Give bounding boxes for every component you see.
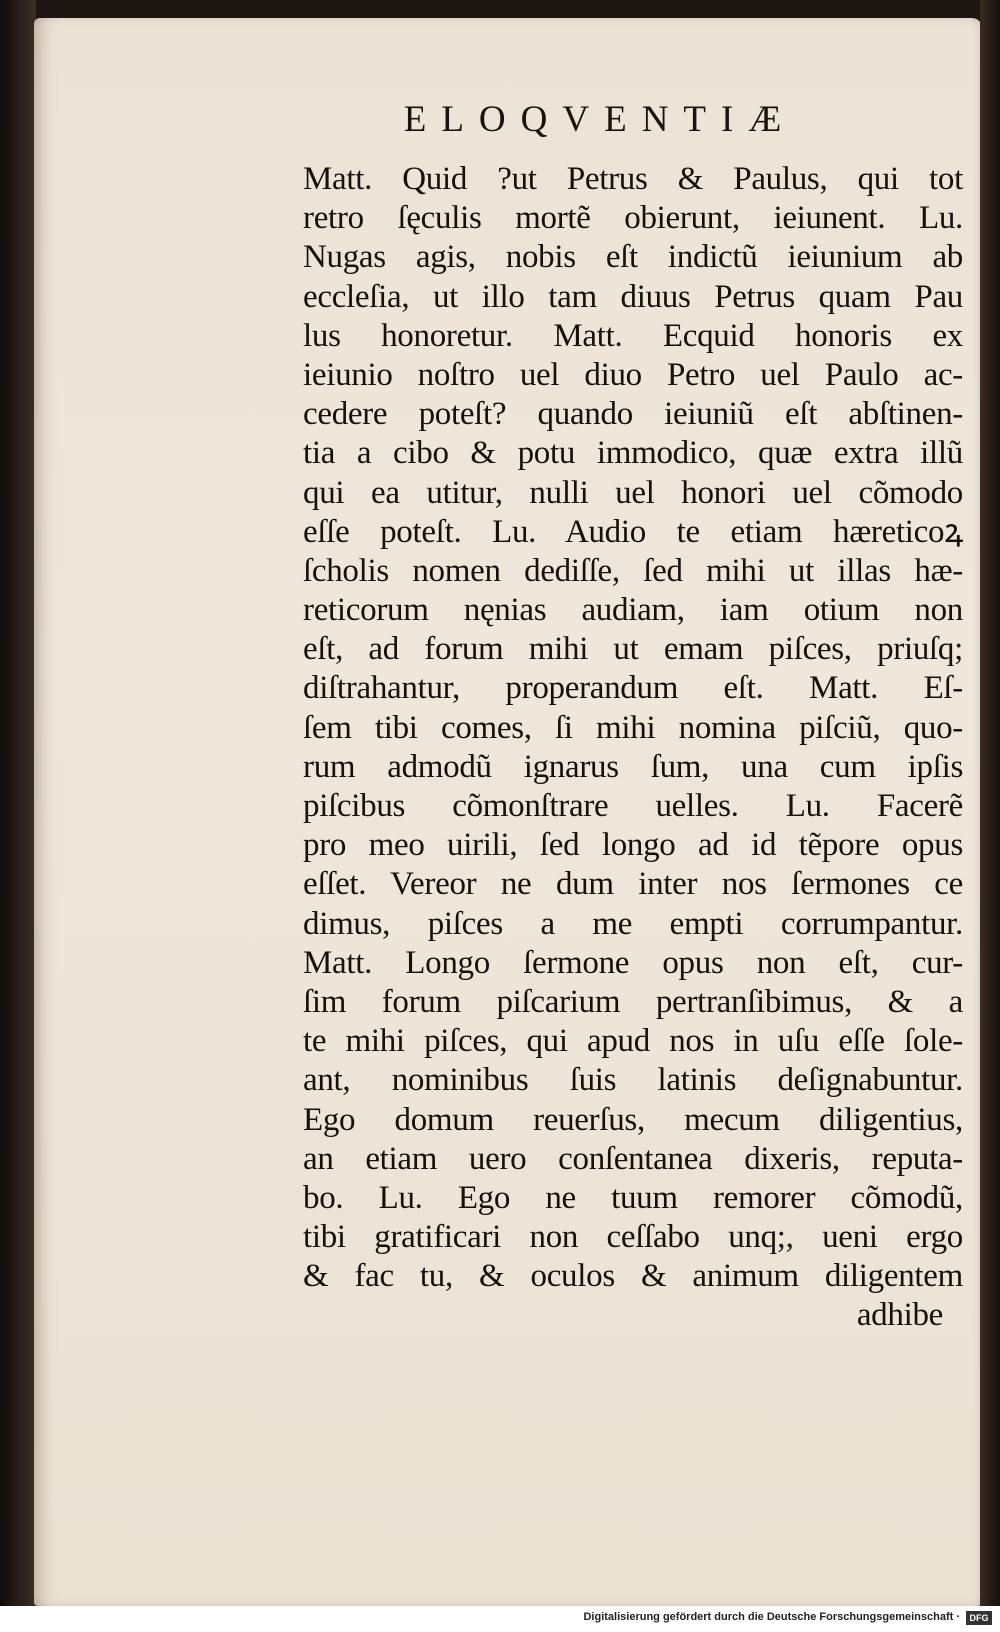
text-line: dimus, piſces a me empti corrumpantur. bbox=[303, 905, 963, 942]
text-line: ant, nominibus ſuis latinis deſignabuntur. bbox=[303, 1062, 963, 1099]
footer-credit: Digitalisierung gefördert durch die Deutsche Forschungsgemeinschaft · bbox=[583, 1611, 960, 1623]
text-line: rum admodũ ignarus ſum, una cum ipſis bbox=[303, 748, 963, 785]
text-line: te mihi piſces, qui apud nos in uſu eſſe ſole- bbox=[303, 1023, 963, 1060]
text-line: eccleſia, ut illo tam diuus Petrus quam Pau bbox=[303, 278, 963, 315]
text-line: Ego domum reuerſus, mecum diligentius, bbox=[303, 1101, 963, 1138]
text-line: lus honoretur. Matt. Ecquid honoris ex bbox=[303, 317, 963, 354]
text-line: eſt, ad forum mihi ut emam piſces, priuſq; bbox=[303, 631, 963, 668]
page-right-shadow bbox=[980, 0, 1000, 1632]
text-line: cedere poteſt? quando ieiuniũ eſt abſtinen- bbox=[303, 396, 963, 433]
text-line: Matt. Quid ?ut Petrus & Paulus, qui tot bbox=[303, 161, 963, 197]
text-line: diſtrahantur, properandum eſt. Matt. Eſ- bbox=[303, 670, 963, 707]
text-line: bo. Lu. Ego ne tuum remorer cõmodũ, bbox=[303, 1179, 963, 1216]
book-binding-edge bbox=[0, 0, 36, 1632]
text-line: ieiunio noſtro uel diuo Petro uel Paulo ac- bbox=[303, 356, 963, 393]
text-line: ſcholis nomen dediſſe, ſed mihi ut illas hæ- bbox=[303, 552, 963, 589]
text-line: tia a cibo & potu immodico, quæ extra illũ bbox=[303, 435, 963, 472]
text-line: ſem tibi comes, ſi mihi nomina piſciũ, quo- bbox=[303, 709, 963, 746]
text-line: reticorum nęnias audiam, iam otium non bbox=[303, 592, 963, 629]
text-line: & fac tu, & oculos & animum diligentem bbox=[303, 1258, 963, 1295]
text-line: qui ea utitur, nulli uel honori uel cõmodo bbox=[303, 474, 963, 511]
text-line: eſſet. Vereor ne dum inter nos ſermones ce bbox=[303, 866, 963, 903]
text-line: an etiam uero conſentanea dixeris, reputa- bbox=[303, 1140, 963, 1177]
text-line: Nugas agis, nobis eſt indictũ ieiunium ab bbox=[303, 239, 963, 276]
text-line: tibi gratificari non ceſſabo unq;, ueni ergo bbox=[303, 1219, 963, 1256]
text-line: ſim forum piſcarium pertranſibimus, & a bbox=[303, 983, 963, 1020]
text-line: pro meo uirili, ſed longo ad id tẽpore opus bbox=[303, 827, 963, 864]
text-line: Matt. Longo ſermone opus non eſt, cur- bbox=[303, 944, 963, 981]
text-line: eſſe poteſt. Lu. Audio te etiam hæreticoꝝ bbox=[303, 513, 963, 550]
text-line: retro ſęculis mortẽ obierunt, ieiunent. Lu. bbox=[303, 200, 963, 237]
text-line: piſcibus cõmonſtrare uelles. Lu. Facerẽ bbox=[303, 788, 963, 824]
running-head: ELOQVENTIÆ bbox=[403, 99, 797, 140]
body-text bbox=[303, 160, 963, 1336]
digitization-footer bbox=[0, 1606, 1000, 1632]
text-line: adhibe bbox=[856, 1297, 943, 1334]
dfg-logo-icon: DFG bbox=[966, 1611, 992, 1625]
